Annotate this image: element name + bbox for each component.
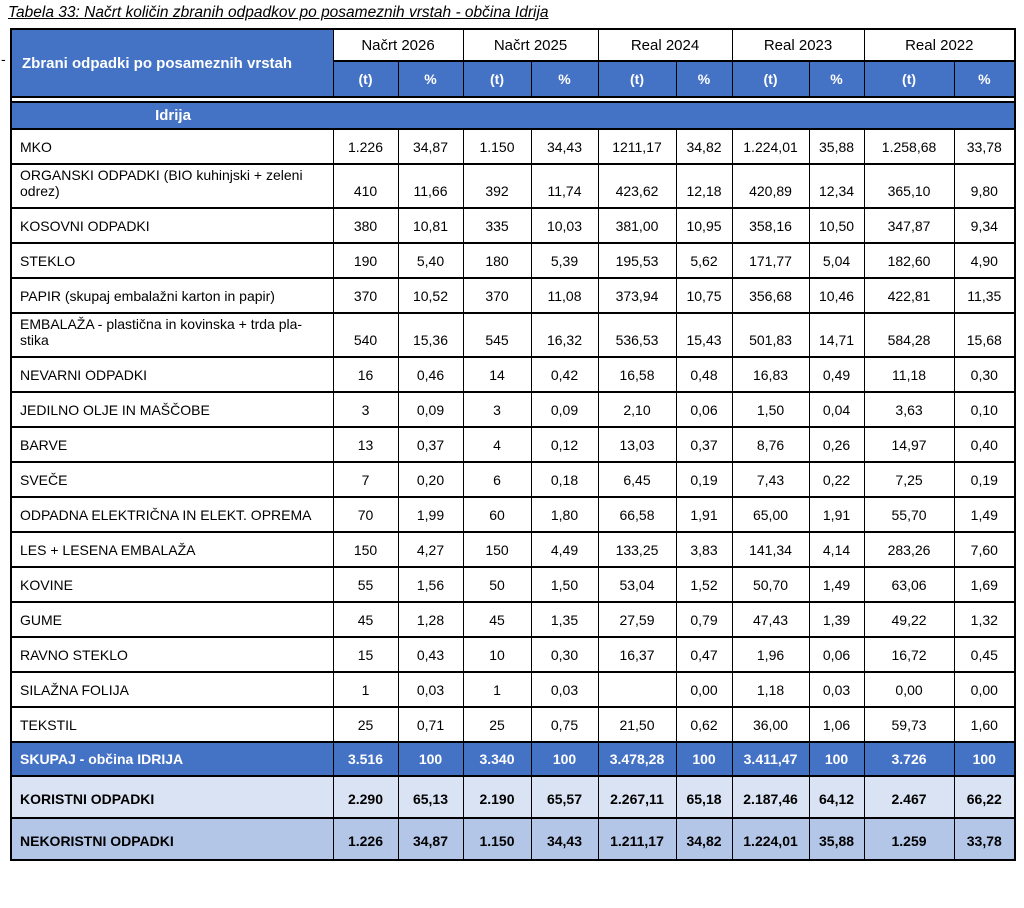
- value-cell: 0,06: [676, 392, 732, 427]
- value-cell: 365,10: [864, 164, 954, 208]
- value-cell: 11,18: [864, 357, 954, 392]
- value-cell: 180: [463, 243, 531, 278]
- value-cell: 2,10: [598, 392, 676, 427]
- table-row: [11, 567, 1015, 602]
- value-cell: 0,12: [531, 427, 598, 462]
- value-cell: 27,59: [598, 602, 676, 637]
- value-cell: 10,95: [676, 208, 732, 243]
- value-cell: 182,60: [864, 243, 954, 278]
- value-cell: 0,09: [531, 392, 598, 427]
- summary-value-cell: 1.224,01: [732, 818, 809, 860]
- summary-label: SKUPAJ - občina IDRIJA: [11, 742, 333, 776]
- summary-value-cell: 1.226: [333, 818, 398, 860]
- value-cell: 4,14: [809, 532, 864, 567]
- value-cell: 16,58: [598, 357, 676, 392]
- summary-label: NEKORISTNI ODPADKI: [11, 818, 333, 860]
- value-cell: 0,19: [676, 462, 732, 497]
- row-label: SVEČE: [11, 462, 333, 497]
- value-cell: 15,43: [676, 313, 732, 357]
- value-cell: 420,89: [732, 164, 809, 208]
- value-cell: 501,83: [732, 313, 809, 357]
- value-cell: 1,91: [809, 497, 864, 532]
- value-cell: 0,49: [809, 357, 864, 392]
- value-cell: 65,00: [732, 497, 809, 532]
- value-cell: 422,81: [864, 278, 954, 313]
- value-cell: 10,52: [398, 278, 463, 313]
- value-cell: 358,16: [732, 208, 809, 243]
- table-row: [11, 243, 1015, 278]
- value-cell: 45: [463, 602, 531, 637]
- value-cell: 0,18: [531, 462, 598, 497]
- value-cell: 50,70: [732, 567, 809, 602]
- value-cell: 0,06: [809, 637, 864, 672]
- percent-header-0: %: [398, 61, 463, 97]
- summary-value-cell: 3.726: [864, 742, 954, 776]
- value-cell: 0,47: [676, 637, 732, 672]
- value-cell: 150: [333, 532, 398, 567]
- row-label: MKO: [11, 129, 333, 164]
- value-cell: [598, 672, 676, 707]
- value-cell: 0,62: [676, 707, 732, 742]
- value-cell: 0,00: [864, 672, 954, 707]
- value-cell: 70: [333, 497, 398, 532]
- value-cell: 13,03: [598, 427, 676, 462]
- summary-value-cell: 3.478,28: [598, 742, 676, 776]
- value-cell: 1,49: [954, 497, 1015, 532]
- value-cell: 392: [463, 164, 531, 208]
- table-row: [11, 672, 1015, 707]
- value-cell: 16: [333, 357, 398, 392]
- summary-value-cell: 1.150: [463, 818, 531, 860]
- summary-value-cell: 100: [954, 742, 1015, 776]
- row-label: PAPIR (skupaj embalažni karton in papir): [11, 278, 333, 313]
- value-cell: 8,76: [732, 427, 809, 462]
- table-row: [11, 278, 1015, 313]
- value-cell: 1,80: [531, 497, 598, 532]
- value-cell: 1,91: [676, 497, 732, 532]
- value-cell: 12,18: [676, 164, 732, 208]
- value-cell: 0,71: [398, 707, 463, 742]
- table-row: [11, 313, 1015, 357]
- table-row: [11, 208, 1015, 243]
- value-cell: 63,06: [864, 567, 954, 602]
- summary-value-cell: 34,87: [398, 818, 463, 860]
- value-cell: 1.258,68: [864, 129, 954, 164]
- value-cell: 584,28: [864, 313, 954, 357]
- value-cell: 1,52: [676, 567, 732, 602]
- value-cell: 1,69: [954, 567, 1015, 602]
- value-cell: 1,28: [398, 602, 463, 637]
- value-cell: 283,26: [864, 532, 954, 567]
- summary-value-cell: 64,12: [809, 776, 864, 818]
- value-cell: 9,34: [954, 208, 1015, 243]
- row-label: JEDILNO OLJE IN MAŠČOBE: [11, 392, 333, 427]
- unit-header-3: (t): [732, 61, 809, 97]
- region-cell: [11, 102, 1015, 129]
- unit-header-2: (t): [598, 61, 676, 97]
- value-cell: 335: [463, 208, 531, 243]
- table-row: [11, 357, 1015, 392]
- value-cell: 14,97: [864, 427, 954, 462]
- summary-value-cell: 65,13: [398, 776, 463, 818]
- value-cell: 1.224,01: [732, 129, 809, 164]
- value-cell: 11,08: [531, 278, 598, 313]
- value-cell: 1,50: [732, 392, 809, 427]
- value-cell: 7,25: [864, 462, 954, 497]
- value-cell: 7,43: [732, 462, 809, 497]
- percent-header-4: %: [954, 61, 1015, 97]
- value-cell: 1,06: [809, 707, 864, 742]
- value-cell: 195,53: [598, 243, 676, 278]
- value-cell: 0,00: [676, 672, 732, 707]
- value-cell: 0,43: [398, 637, 463, 672]
- year-group-real-2023: Real 2023: [732, 29, 864, 61]
- value-cell: 0,45: [954, 637, 1015, 672]
- year-group-nacrt-2026: Načrt 2026: [333, 29, 463, 61]
- unit-header-4: (t): [864, 61, 954, 97]
- value-cell: 381,00: [598, 208, 676, 243]
- value-cell: 3: [333, 392, 398, 427]
- value-cell: 66,58: [598, 497, 676, 532]
- value-cell: 1: [333, 672, 398, 707]
- summary-value-cell: 65,57: [531, 776, 598, 818]
- year-group-header-row: [11, 29, 1015, 61]
- value-cell: 1.150: [463, 129, 531, 164]
- value-cell: 0,10: [954, 392, 1015, 427]
- value-cell: 0,75: [531, 707, 598, 742]
- value-cell: 0,04: [809, 392, 864, 427]
- value-cell: 49,22: [864, 602, 954, 637]
- summary-value-cell: 1.211,17: [598, 818, 676, 860]
- value-cell: 16,37: [598, 637, 676, 672]
- value-cell: 10,03: [531, 208, 598, 243]
- value-cell: 55,70: [864, 497, 954, 532]
- value-cell: 14: [463, 357, 531, 392]
- value-cell: 545: [463, 313, 531, 357]
- value-cell: 0,79: [676, 602, 732, 637]
- row-label: GUME: [11, 602, 333, 637]
- value-cell: 1: [463, 672, 531, 707]
- value-cell: 12,34: [809, 164, 864, 208]
- value-cell: 370: [333, 278, 398, 313]
- value-cell: 6: [463, 462, 531, 497]
- value-cell: 370: [463, 278, 531, 313]
- value-cell: 4,49: [531, 532, 598, 567]
- value-cell: 423,62: [598, 164, 676, 208]
- row-label: ORGANSKI ODPADKI (BIO kuhinjski + zeleni odrez): [11, 164, 333, 208]
- value-cell: 10,81: [398, 208, 463, 243]
- summary-value-cell: 34,43: [531, 818, 598, 860]
- value-cell: 410: [333, 164, 398, 208]
- summary-value-cell: 65,18: [676, 776, 732, 818]
- value-cell: 4,90: [954, 243, 1015, 278]
- value-cell: 171,77: [732, 243, 809, 278]
- value-cell: 1,32: [954, 602, 1015, 637]
- table-row: [11, 164, 1015, 208]
- summary-value-cell: 66,22: [954, 776, 1015, 818]
- value-cell: 4: [463, 427, 531, 462]
- value-cell: 1,60: [954, 707, 1015, 742]
- summary-value-cell: 2.267,11: [598, 776, 676, 818]
- unit-header-0: (t): [333, 61, 398, 97]
- value-cell: 0,40: [954, 427, 1015, 462]
- row-label: ODPADNA ELEKTRIČNA IN ELEKT. OPREMA: [11, 497, 333, 532]
- value-cell: 10,46: [809, 278, 864, 313]
- value-cell: 7,60: [954, 532, 1015, 567]
- value-cell: 0,09: [398, 392, 463, 427]
- value-cell: 10: [463, 637, 531, 672]
- summary-value-cell: 3.411,47: [732, 742, 809, 776]
- summary-value-cell: 2.290: [333, 776, 398, 818]
- value-cell: 0,26: [809, 427, 864, 462]
- value-cell: 11,66: [398, 164, 463, 208]
- table-row: [11, 427, 1015, 462]
- value-cell: 150: [463, 532, 531, 567]
- value-cell: 0,03: [531, 672, 598, 707]
- value-cell: 59,73: [864, 707, 954, 742]
- value-cell: 1,50: [531, 567, 598, 602]
- value-cell: 133,25: [598, 532, 676, 567]
- year-group-real-2022: Real 2022: [864, 29, 1015, 61]
- table-row: [11, 462, 1015, 497]
- row-label: EMBALAŽA - plastična in kovinska + trda pla-stika: [11, 313, 333, 357]
- value-cell: 4,27: [398, 532, 463, 567]
- value-cell: 356,68: [732, 278, 809, 313]
- value-cell: 25: [333, 707, 398, 742]
- summary-value-cell: 33,78: [954, 818, 1015, 860]
- table-row: [11, 707, 1015, 742]
- summary-value-cell: 35,88: [809, 818, 864, 860]
- value-cell: 1,39: [809, 602, 864, 637]
- summary-row-useful: [11, 776, 1015, 818]
- summary-value-cell: 1.259: [864, 818, 954, 860]
- summary-value-cell: 3.340: [463, 742, 531, 776]
- value-cell: 34,82: [676, 129, 732, 164]
- table-row: [11, 497, 1015, 532]
- row-label: BARVE: [11, 427, 333, 462]
- row-label: NEVARNI ODPADKI: [11, 357, 333, 392]
- row-label: KOSOVNI ODPADKI: [11, 208, 333, 243]
- summary-value-cell: 2.467: [864, 776, 954, 818]
- value-cell: 33,78: [954, 129, 1015, 164]
- value-cell: 5,40: [398, 243, 463, 278]
- value-cell: 0,22: [809, 462, 864, 497]
- percent-header-1: %: [531, 61, 598, 97]
- table-row: [11, 532, 1015, 567]
- value-cell: 380: [333, 208, 398, 243]
- value-cell: 5,62: [676, 243, 732, 278]
- value-cell: 35,88: [809, 129, 864, 164]
- summary-value-cell: 3.516: [333, 742, 398, 776]
- table-row: [11, 602, 1015, 637]
- value-cell: 190: [333, 243, 398, 278]
- value-cell: 47,43: [732, 602, 809, 637]
- value-cell: 1.226: [333, 129, 398, 164]
- summary-value-cell: 100: [531, 742, 598, 776]
- value-cell: 3,83: [676, 532, 732, 567]
- value-cell: 16,83: [732, 357, 809, 392]
- summary-value-cell: 100: [676, 742, 732, 776]
- value-cell: 1,35: [531, 602, 598, 637]
- value-cell: 0,19: [954, 462, 1015, 497]
- value-cell: 16,32: [531, 313, 598, 357]
- table-row: [11, 637, 1015, 672]
- value-cell: 0,48: [676, 357, 732, 392]
- value-cell: 45: [333, 602, 398, 637]
- value-cell: 50: [463, 567, 531, 602]
- value-cell: 0,20: [398, 462, 463, 497]
- value-cell: 0,46: [398, 357, 463, 392]
- table-row: [11, 129, 1015, 164]
- value-cell: 36,00: [732, 707, 809, 742]
- row-label: SILAŽNA FOLIJA: [11, 672, 333, 707]
- value-cell: 0,30: [954, 357, 1015, 392]
- value-cell: 0,00: [954, 672, 1015, 707]
- value-cell: 3: [463, 392, 531, 427]
- region-row: [11, 102, 1015, 129]
- value-cell: 15: [333, 637, 398, 672]
- summary-row-nonuseful: [11, 818, 1015, 860]
- value-cell: 15,68: [954, 313, 1015, 357]
- value-cell: 0,03: [809, 672, 864, 707]
- value-cell: 11,74: [531, 164, 598, 208]
- value-cell: 10,50: [809, 208, 864, 243]
- value-cell: 6,45: [598, 462, 676, 497]
- row-label: RAVNO STEKLO: [11, 637, 333, 672]
- summary-label: KORISTNI ODPADKI: [11, 776, 333, 818]
- value-cell: 1,49: [809, 567, 864, 602]
- value-cell: 13: [333, 427, 398, 462]
- table-corner-header: Zbrani odpadki po posameznih vrstah: [11, 29, 333, 97]
- value-cell: 536,53: [598, 313, 676, 357]
- value-cell: 141,34: [732, 532, 809, 567]
- value-cell: 1,18: [732, 672, 809, 707]
- value-cell: 60: [463, 497, 531, 532]
- year-group-real-2024: Real 2024: [598, 29, 732, 61]
- value-cell: 53,04: [598, 567, 676, 602]
- waste-quantities-table: [10, 28, 1016, 861]
- row-label: KOVINE: [11, 567, 333, 602]
- row-label: TEKSTIL: [11, 707, 333, 742]
- value-cell: 9,80: [954, 164, 1015, 208]
- row-label: STEKLO: [11, 243, 333, 278]
- table-caption: Tabela 33: Načrt količin zbranih odpadkov po posameznih vrstah - občina Idrija: [8, 4, 549, 21]
- value-cell: 16,72: [864, 637, 954, 672]
- table-row: [11, 392, 1015, 427]
- value-cell: 7: [333, 462, 398, 497]
- value-cell: 1211,17: [598, 129, 676, 164]
- percent-header-2: %: [676, 61, 732, 97]
- value-cell: 34,43: [531, 129, 598, 164]
- value-cell: 1,96: [732, 637, 809, 672]
- value-cell: 0,42: [531, 357, 598, 392]
- value-cell: 347,87: [864, 208, 954, 243]
- value-cell: 5,04: [809, 243, 864, 278]
- value-cell: 34,87: [398, 129, 463, 164]
- summary-value-cell: 100: [398, 742, 463, 776]
- percent-header-3: %: [809, 61, 864, 97]
- row-label: LES + LESENA EMBALAŽA: [11, 532, 333, 567]
- caption-dash: -: [1, 51, 6, 67]
- value-cell: 0,30: [531, 637, 598, 672]
- value-cell: 0,37: [676, 427, 732, 462]
- value-cell: 1,99: [398, 497, 463, 532]
- region-label: Idrija: [155, 107, 191, 124]
- summary-value-cell: 2.187,46: [732, 776, 809, 818]
- value-cell: 25: [463, 707, 531, 742]
- value-cell: 14,71: [809, 313, 864, 357]
- value-cell: 5,39: [531, 243, 598, 278]
- value-cell: 15,36: [398, 313, 463, 357]
- value-cell: 1,56: [398, 567, 463, 602]
- value-cell: 3,63: [864, 392, 954, 427]
- value-cell: 373,94: [598, 278, 676, 313]
- value-cell: 11,35: [954, 278, 1015, 313]
- value-cell: 0,37: [398, 427, 463, 462]
- summary-value-cell: 100: [809, 742, 864, 776]
- unit-header-1: (t): [463, 61, 531, 97]
- summary-value-cell: 2.190: [463, 776, 531, 818]
- year-group-nacrt-2025: Načrt 2025: [463, 29, 598, 61]
- summary-value-cell: 34,82: [676, 818, 732, 860]
- value-cell: 21,50: [598, 707, 676, 742]
- value-cell: 55: [333, 567, 398, 602]
- value-cell: 10,75: [676, 278, 732, 313]
- summary-row-total: [11, 742, 1015, 776]
- value-cell: 0,03: [398, 672, 463, 707]
- value-cell: 540: [333, 313, 398, 357]
